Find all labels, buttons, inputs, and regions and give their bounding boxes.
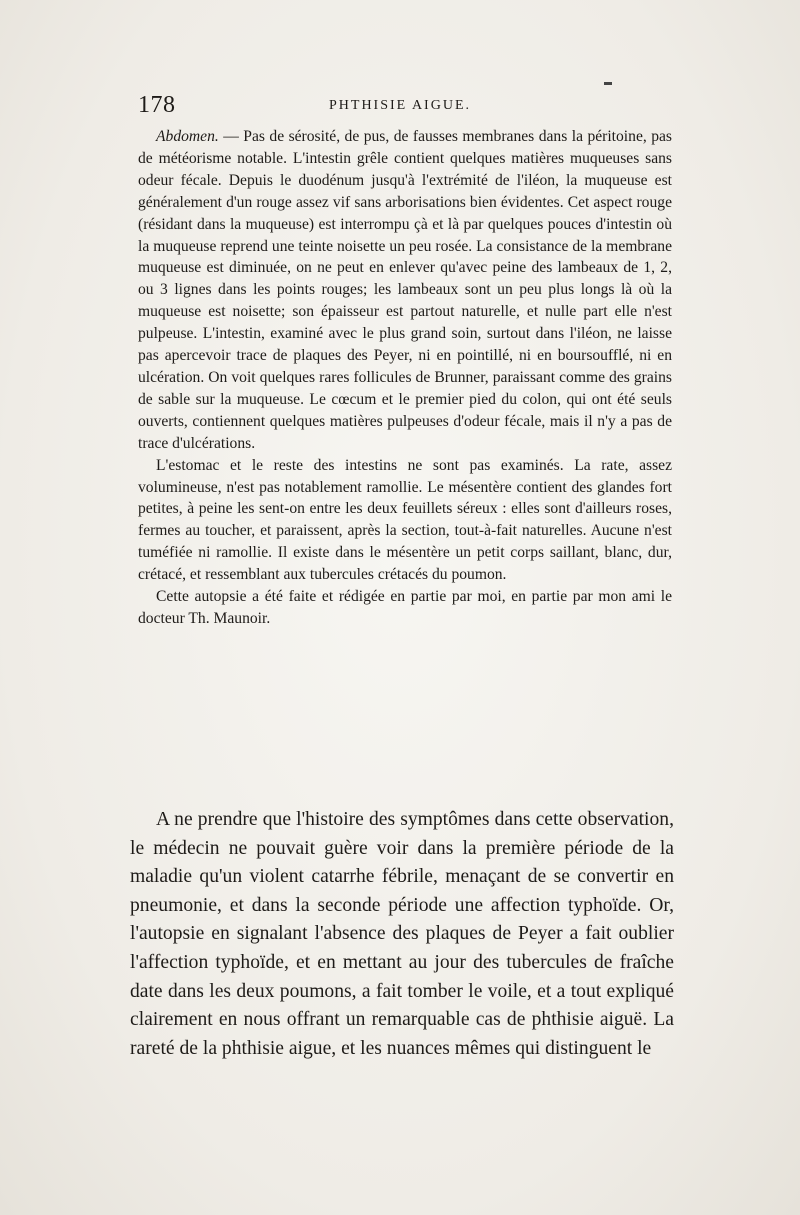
page-number: 178 xyxy=(138,92,176,118)
abdomen-text: — Pas de sérosité, de pus, de fausses membranes dans la péritoine, pas de météorisme notable. L'intestin grêle contient quelques matières muqueuses sans odeur fécale. Depuis le duodénum jusqu'à l'extrémité de l'iléon, la muqueuse est généralement d'un rouge assez vif sans arborisations bien évidentes. Cet aspect rouge (résidant dans la muqueuse) est interrompu çà et là par quelques pouces d'intestin où la muqueuse reprend une teinte noisette un peu rosée. La consistance de la membrane muqueuse est diminuée, on ne peut en enlever qu'avec peine des lambeaux de 1, 2, ou 3 lignes dans les points rouges; les lambeaux sont un peu plus longs là où la muqueuse est noisette; son épaisseur est partout naturelle, et nulle part elle n'est pulpeuse. L'intestin, examiné avec le plus grand soin, surtout dans l'iléon, ne laisse pas apercevoir trace de plaques des Peyer, ni en pointillé, ni en boursoufflé, ni en ulcération. On voit quelques rares follicules de Brunner, paraissant comme des grains de sable sur la muqueuse. Le cœcum et le premier pied du colon, qui ont été seuls ouverts, contiennent quelques matières pulpeuses d'odeur fécale, mais il n'y a pas de trace d'ulcérations. xyxy=(138,128,672,452)
abdomen-label: Abdomen. xyxy=(156,128,219,145)
running-title: PHTHISIE AIGUE. xyxy=(329,98,471,113)
page-header xyxy=(138,92,662,122)
autopsy-notes xyxy=(138,126,672,630)
autopsy-credit-paragraph: Cette autopsie a été faite et rédigée en partie par moi, en partie par mon ami le docteur Th. Maunoir. xyxy=(138,588,672,627)
abdomen-paragraph xyxy=(138,126,672,455)
commentary xyxy=(130,806,674,1063)
printer-mark xyxy=(604,82,612,85)
stomach-paragraph: L'estomac et le reste des intestins ne sont pas examinés. La rate, assez volumineuse, n'est pas notablement ramollie. Le mésentère contient des glandes fort petites, à peine les sent-on entre les deux feuillets séreux : elles sont d'ailleurs roses, fermes au toucher, et paraissent, après la section, tout-à-fait naturelles. Aucune n'est tuméfiée ni ramollie. Il existe dans le mésentère un petit corps saillant, blanc, dur, crétacé, et ressemblant aux tubercules crétacés du poumon. xyxy=(138,456,672,584)
commentary-paragraph: A ne prendre que l'histoire des symptômes dans cette observation, le médecin ne pouvait guère voir dans la première période de la maladie qu'un violent catarrhe fébrile, menaçant de se convertir en pneumonie, et dans la seconde période une affection typhoïde. Or, l'autopsie en signalant l'absence des plaques de Peyer a fait oublier l'affection typhoïde, et en mettant au jour des tubercules de fraîche date dans les deux poumons, a fait tomber le voile, et a tout expliqué clairement en nous offrant un remarquable cas de phthisie aiguë. La rareté de la phthisie aigue, et les nuances mêmes qui distinguent le xyxy=(130,809,674,1059)
